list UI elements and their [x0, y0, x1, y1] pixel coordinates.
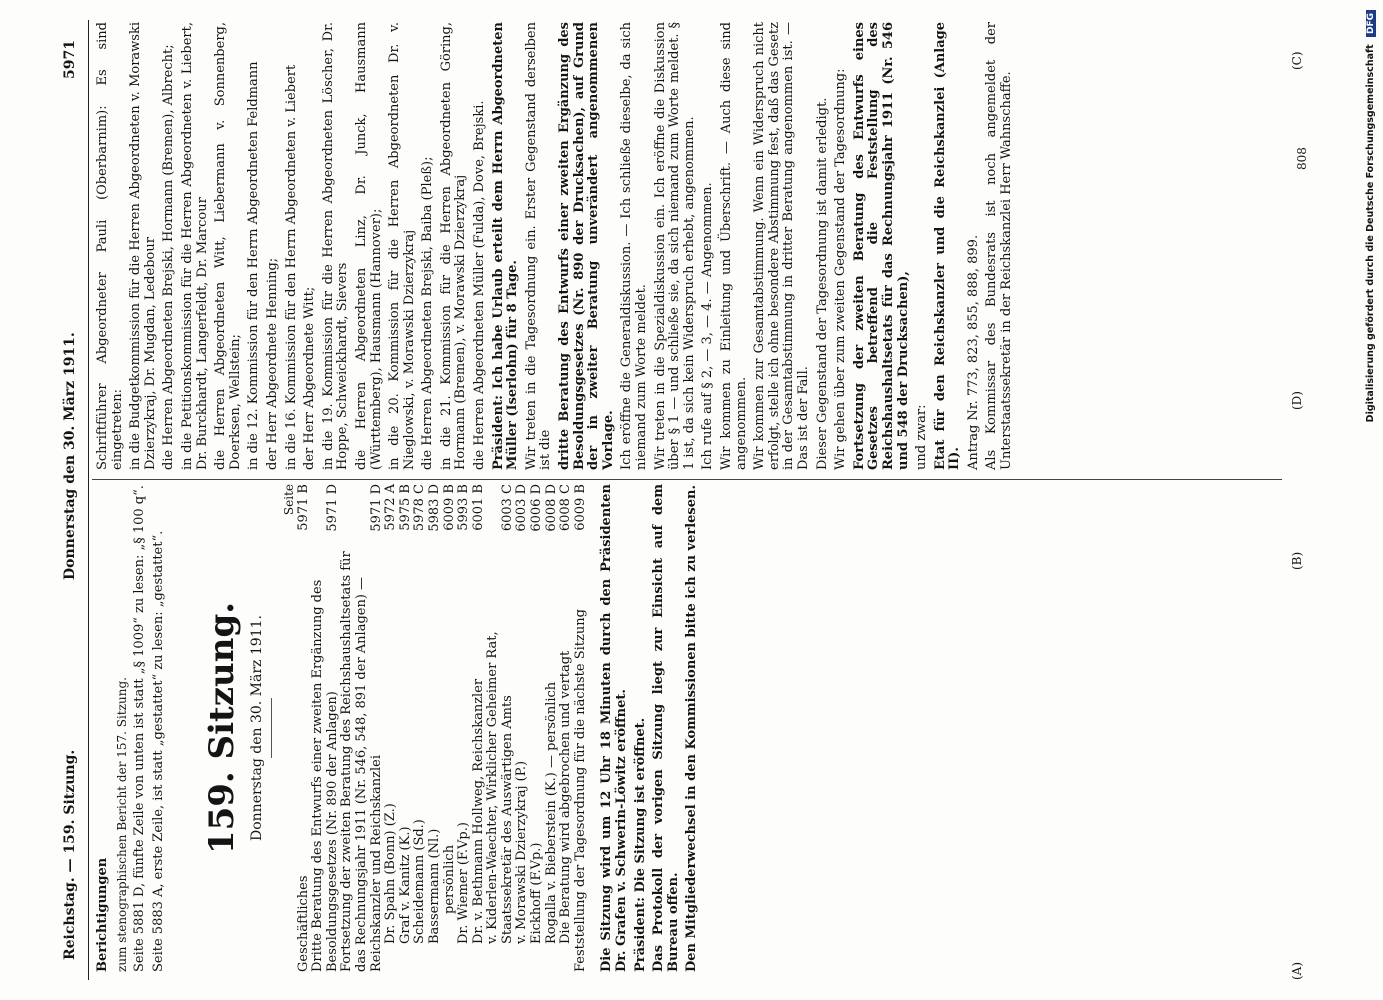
- toc-row: [340, 484, 384, 972]
- toc-entry-text: Bassermann (Nl.): [426, 828, 442, 944]
- toc-row: [428, 484, 443, 972]
- right-column-paragraph: die Herren Abgeordneten Müller (Fulda), Dove, Brejski.: [472, 100, 488, 470]
- toc-row: [545, 484, 560, 972]
- margin-label-b: (B): [1290, 551, 1304, 570]
- toc-entry-text: Dr. Spahn (Bonn) (Z.): [383, 803, 399, 944]
- toc-entry-page: 6001 B: [470, 484, 486, 531]
- footer-text: [4, 4, 5, 5]
- toc-entry-page: 5971 D: [324, 484, 340, 532]
- toc-entry-page: 5983 D: [426, 484, 442, 532]
- toc-entry-text: Die Beratung wird abgebrochen und vertagt: [558, 650, 574, 944]
- toc-entry-text: Dr. Wiemer (F.Vp.): [456, 822, 472, 944]
- right-column-paragraph: Präsident: Ich habe Urlaub erteilt dem Herrn Abgeordneten Müller (Iserlohn) für 8 Tage.: [490, 22, 521, 470]
- toc-entry-page: 5975 B: [397, 484, 413, 531]
- right-column-paragraph: in die 21. Kommission für die Herren Abgeordneten Göring, Hormann (Bremen), v. Morawski Dzierzykraj: [438, 22, 469, 470]
- right-column-paragraph: die Herren Abgeordneten Brejski, Baiba (Pleß);: [420, 156, 436, 470]
- right-column-paragraph: in die 19. Kommission für die Herren Abgeordneten Löscher, Dr. Hoppe, Schweickhardt, Sievers: [320, 22, 351, 470]
- toc-entry-page: 5993 B: [456, 484, 472, 531]
- corrections-subtitle: zum stenographischen Bericht der 157. Sitzung.: [114, 677, 129, 972]
- right-column-paragraph: Wir treten in die Spezialdiskussion ein. Ich eröffne die Diskussion über § 1 — und schließe sie, da sich niemand zum Worte meldet. § 1 ist, da sich kein Widerspruch erhebt, angenommen.: [652, 22, 697, 470]
- right-column-paragraph: in die 20. Kommission für die Herren Abgeordneten Dr. v. Nieglowski, v. Morawski Dzierzykraj: [387, 22, 417, 470]
- member-change-request: Den Mitgliederwechsel in den Kommissionen bitte ich zu verlesen.: [684, 485, 700, 972]
- right-column-paragraph: Dieser Gegenstand der Tagesordnung ist damit erledigt.: [814, 97, 830, 470]
- session-date: Donnerstag den 30. März 1911.: [249, 615, 266, 841]
- session-title: 159. Sitzung.: [202, 601, 243, 855]
- right-column-paragraph: der Herr Abgeordnete Henning;: [264, 257, 280, 470]
- right-column-paragraph: in die 16. Kommission für den Herrn Abgeordneten v. Liebert: [283, 64, 299, 470]
- margin-label-a: (A): [1290, 961, 1304, 980]
- right-column-paragraph: in die 12. Kommission für den Herrn Abgeordneten Feldmann: [246, 61, 262, 470]
- protocol-note: Das Protokoll der vorigen Sitzung liegt zur Einsicht auf dem Bureau offen.: [651, 484, 681, 972]
- toc-entry-text: Graf v. Kanitz (K.): [397, 826, 413, 944]
- credit-text: Digitalisierung gefördert durch die Deutsche Forschungsgemeinschaft: [1365, 44, 1376, 423]
- toc-row: [486, 484, 515, 972]
- right-column-paragraph: Wir treten in die Tagesordnung ein. Erster Gegenstand derselben ist die: [523, 22, 554, 470]
- toc-row: [399, 484, 414, 972]
- right-column-paragraph: die Herren Abgeordneten Brejski, Hormann (Bremen), Albrecht;: [161, 44, 177, 470]
- toc-row: [384, 484, 399, 972]
- digitization-credit: [1365, 10, 1379, 990]
- right-column-paragraph: in die Budgetkommission für die Herren Abgeordneten v. Morawski Dzierzykraj, Dr. Mugdan, Ledebour: [128, 22, 158, 470]
- toc-entry-text: Dritte Beratung des Entwurfs einer zweiten Ergänzung des Besoldungsgesetzes (Nr. 890 der Anlagen): [310, 579, 340, 972]
- toc-entry-text: Feststellung der Tagesordnung für die nächste Sitzung: [572, 609, 588, 972]
- toc-entry-page: 5978 C: [412, 484, 428, 532]
- right-column: [96, 22, 1019, 470]
- toc-entry-page: 6008 C: [558, 484, 574, 532]
- toc-row: [530, 484, 545, 972]
- right-column-paragraph: Etat für den Reichskanzler und die Reichskanzlei (Anlage II).: [932, 22, 963, 470]
- toc-entry-text: Rogalla v. Bieberstein (K.) — persönlich: [543, 681, 559, 944]
- toc-entry-text: Dr. v. Bethmann Hollweg, Reichskanzler: [470, 678, 486, 944]
- toc-entry-text: Geschäftliches: [295, 875, 311, 972]
- right-column-paragraph: Als Kommissar des Bundesrats ist noch angemeldet der Unterstaatssekretär in der Reichskanzlei Herr Wahnschaffe.: [984, 22, 1015, 470]
- right-column-paragraph: Wir kommen zu Einleitung und Überschrift. — Auch diese sind angenommen.: [718, 22, 749, 470]
- toc-entry-page: 5971 B: [295, 484, 311, 531]
- right-column-paragraph: Ich eröffne die Generaldiskussion. — Ich schließe dieselbe, da sich niemand zum Worte meldet.: [619, 22, 649, 470]
- right-column-paragraph: Schriftführer Abgeordneter Pauli (Oberbarnim): Es sind eingetreten:: [95, 22, 125, 470]
- dfg-badge: DFG: [1366, 10, 1376, 37]
- correction-line-1: Seite 5881 D, fünfte Zeile von unten ist statt „§ 1009“ zu lesen: „§ 100 q“.: [132, 485, 148, 972]
- toc-entry-page: 6009 B: [441, 484, 457, 531]
- table-of-contents: [297, 484, 589, 972]
- right-column-paragraph: Antrag Nr. 773, 823, 855, 888, 899.: [965, 234, 981, 470]
- toc-entry-text: v. Kiderlen-Waechter, Wirklicher Geheimer Rat, Staatssekretär des Auswärtigen Amts: [485, 631, 515, 944]
- toc-row: [559, 484, 574, 972]
- running-header: [62, 40, 86, 960]
- toc-entry-page: 6006 D: [529, 484, 545, 532]
- column-divider: [92, 479, 1282, 480]
- right-column-paragraph: Wir gehen über zum zweiten Gegenstand der Tagesordnung:: [833, 68, 849, 470]
- header-rule: [88, 20, 89, 980]
- toc-seite-label: Seite: [281, 484, 296, 516]
- toc-entry-page: 6009 B: [572, 484, 588, 531]
- toc-row: [574, 484, 589, 972]
- toc-row: [472, 484, 487, 972]
- toc-row: [443, 484, 458, 972]
- opening-paragraph: Die Sitzung wird um 12 Uhr 18 Minuten durch den Präsidenten Dr. Grafen v. Schwerin-Löwitz eröffnet.: [599, 484, 630, 972]
- right-column-paragraph: die Herren Abgeordneten Linz, Dr. Junck, Hausmann (Württemberg), Hausmann (Hannover);: [353, 22, 384, 470]
- toc-entry-text: v. Morawski Dzierzykraj (P.): [514, 760, 530, 944]
- correction-line-2: Seite 5883 A, erste Zeile, ist statt „gestattet“ zu lesen: „gestattet“.: [150, 530, 166, 972]
- right-column-paragraph: dritte Beratung des Entwurfs einer zweiten Ergänzung des Besoldungsgesetzes (Nr. 890 der Drucksachen), auf Grund der in zweiter Beratung unverändert angenommenen Vorlage.: [557, 22, 616, 470]
- toc-row: [413, 484, 428, 972]
- margin-label-c: (C): [1290, 51, 1304, 70]
- right-column-paragraph: Wir kommen zur Gesamtabstimmung. Wenn ein Widerspruch nicht erfolgt, stelle ich ohne besondere Abstimmung fest, daß das Gesetz in der Gesamtabstimmung in dritter Beratung angenommen ist. — Das ist der Fall.: [752, 22, 811, 470]
- toc-row: [311, 484, 340, 972]
- header-page-number: 5971: [62, 40, 78, 79]
- toc-entry-page: 6003 D: [514, 484, 530, 532]
- right-column-paragraph: der Herr Abgeordnete Witt;: [302, 286, 318, 470]
- right-column-paragraph: und zwar:: [914, 404, 930, 470]
- toc-entry-page: 6003 C: [499, 484, 515, 532]
- toc-entry-text: Fortsetzung der zweiten Beratung des Reichshaushaltsetats für das Rechnungsjahr 1911 (Nr. 546, 548, 891 der Anlagen) — Reichskanzler und Reichskanzlei: [339, 551, 384, 972]
- toc-row: [297, 484, 312, 972]
- left-column: [96, 484, 704, 972]
- right-column-paragraph: in die Petitionskommission für die Herren Abgeordneten v. Liebert, Dr. Burckhardt, Langerfeldt, Dr. Marcour: [179, 22, 210, 470]
- toc-entry-text: Scheidemann (Sd.): [412, 819, 428, 944]
- header-center: Donnerstag den 30. März 1911.: [62, 332, 78, 580]
- president-opening: Präsident: Die Sitzung ist eröffnet.: [632, 717, 648, 972]
- toc-row: [515, 484, 530, 972]
- toc-entry-page: 5972 A: [383, 484, 399, 531]
- toc-row: [457, 484, 472, 972]
- corrections-title: Berichtigungen: [95, 857, 110, 972]
- toc-entry-text: Eickhoff (F.Vp.): [529, 842, 545, 944]
- divider: [271, 698, 272, 758]
- right-column-paragraph: Ich rufe auf § 2, — 3, — 4. — Angenommen.: [700, 182, 716, 470]
- header-left: Reichstag. — 159. Sitzung.: [62, 749, 78, 960]
- right-column-paragraph: die Herren Abgeordneten Witt, Liebermann v. Sonnenberg, Doerksen, Wellstein;: [213, 22, 243, 470]
- page-bottom-number: 808: [1295, 147, 1309, 170]
- right-column-paragraph: Fortsetzung der zweiten Beratung des Entwurfs eines Gesetzes betreffend die Feststellung des Reichshaushaltsetats für das Rechnungsjahr 1911 (Nr. 546 und 548 der Drucksachen),: [851, 22, 911, 470]
- toc-entry-page: 6008 D: [543, 484, 559, 532]
- margin-label-d: (D): [1290, 391, 1304, 410]
- toc-entry-text: persönlich: [441, 844, 457, 914]
- toc-entry-page: 5971 D: [368, 484, 384, 532]
